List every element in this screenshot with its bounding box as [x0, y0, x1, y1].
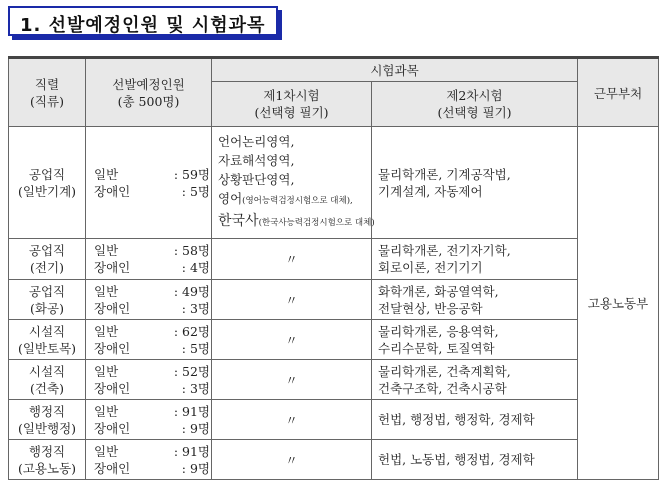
- job-sub: (건축): [30, 380, 64, 396]
- second-exam-line: 물리학개론, 기계공작법,: [378, 166, 511, 182]
- section-title-box: [8, 6, 278, 36]
- disabled-label: 장애인: [94, 380, 131, 396]
- disabled-count: : 5명: [181, 340, 210, 356]
- first-exam-history: 한국사: [218, 213, 259, 229]
- section-title: 1. 선발예정인원 및 시험과목: [20, 15, 266, 36]
- job-cell: [9, 127, 86, 239]
- disabled-count: : 4명: [181, 260, 210, 275]
- header-recruit-label: 선발예정인원: [112, 76, 185, 92]
- table-row: [9, 320, 659, 360]
- first-exam-line: 언어논리영역,: [218, 134, 295, 149]
- second-exam-cell: [372, 440, 578, 480]
- header-first-exam-sub: (선택형 필기): [254, 105, 329, 120]
- job-cell: [9, 320, 86, 360]
- second-exam-line: 건축구조학, 건축시공학: [378, 380, 507, 396]
- department-cell: 고용노동부: [578, 127, 659, 480]
- disabled-count: : 5명: [181, 183, 210, 199]
- second-exam-line: 헌법, 행정법, 행정학, 경제학: [378, 412, 535, 427]
- job-name: 행정직: [28, 443, 66, 459]
- table-row: [9, 360, 659, 400]
- general-count: : 58명: [173, 243, 210, 258]
- disabled-label: 장애인: [94, 183, 131, 199]
- job-cell: [9, 440, 86, 480]
- disabled-label: 장애인: [94, 260, 131, 275]
- general-label: 일반: [94, 363, 119, 379]
- general-label: 일반: [94, 403, 119, 419]
- job-cell: [9, 239, 86, 280]
- second-exam-line: 헌법, 노동법, 행정법, 경제학: [378, 452, 535, 467]
- job-cell: [9, 400, 86, 440]
- recruitment-table: [8, 56, 659, 480]
- second-exam-line: 물리학개론, 건축계획학,: [378, 363, 511, 379]
- disabled-count: : 9명: [181, 420, 210, 436]
- job-name: 시설직: [28, 363, 66, 379]
- header-second-exam-label: 제2차시험: [446, 88, 503, 103]
- same-mark: 〃: [212, 400, 372, 440]
- header-job-class: [9, 58, 86, 127]
- second-exam-cell: [372, 400, 578, 440]
- job-sub: (일반기계): [17, 183, 77, 199]
- header-job-class-sub: (직류): [30, 93, 64, 109]
- general-count: : 91명: [173, 403, 210, 419]
- first-exam-line: 자료해석영역,: [218, 153, 295, 168]
- header-first-exam: [212, 82, 372, 127]
- general-count: : 59명: [173, 166, 210, 182]
- disabled-count: : 3명: [181, 300, 210, 316]
- second-exam-cell: [372, 280, 578, 320]
- disabled-label: 장애인: [94, 420, 131, 436]
- first-exam-english: 영어: [218, 191, 243, 206]
- first-exam-line: 상황판단영역,: [218, 172, 295, 187]
- header-exam-subjects: 시험과목: [212, 58, 578, 82]
- disabled-label: 장애인: [94, 460, 131, 476]
- recruit-cell: [86, 360, 212, 400]
- table-row: [9, 127, 659, 239]
- disabled-count: : 3명: [181, 380, 210, 396]
- job-sub: (화공): [30, 300, 64, 316]
- job-sub: (일반행정): [17, 420, 77, 436]
- table-row: [9, 239, 659, 280]
- second-exam-cell: [372, 127, 578, 239]
- second-exam-line: 물리학개론, 전기자기학,: [378, 243, 511, 258]
- same-mark: 〃: [212, 360, 372, 400]
- disabled-label: 장애인: [94, 300, 131, 316]
- same-mark: 〃: [212, 239, 372, 280]
- job-cell: [9, 280, 86, 320]
- general-count: : 91명: [173, 443, 210, 459]
- job-cell: [9, 360, 86, 400]
- recruit-cell: [86, 400, 212, 440]
- header-recruit-sub: (총 500명): [117, 93, 180, 109]
- header-job-class-label: 직렬: [34, 76, 60, 92]
- recruit-cell: [86, 239, 212, 280]
- job-name: 공업직: [28, 283, 66, 299]
- job-name: 공업직: [28, 243, 66, 258]
- recruit-cell: [86, 440, 212, 480]
- first-exam-english-note: (영어능력검정시험으로 대체),: [242, 196, 353, 206]
- general-label: 일반: [94, 243, 119, 258]
- job-sub: (전기): [30, 260, 64, 275]
- second-exam-line: 화학개론, 화공열역학,: [378, 283, 499, 299]
- table-row: [9, 440, 659, 480]
- disabled-label: 장애인: [94, 340, 131, 356]
- second-exam-line: 전달현상, 반응공학: [378, 300, 483, 316]
- table-row: [9, 400, 659, 440]
- job-sub: (일반토목): [17, 340, 77, 356]
- header-second-exam: [372, 82, 578, 127]
- same-mark: 〃: [212, 280, 372, 320]
- header-department: 근무부처: [578, 58, 659, 127]
- header-recruit: [86, 58, 212, 127]
- job-name: 공업직: [28, 166, 66, 182]
- recruit-cell: [86, 127, 212, 239]
- second-exam-line: 회로이론, 전기기기: [378, 260, 483, 275]
- general-label: 일반: [94, 323, 119, 339]
- header-second-exam-sub: (선택형 필기): [437, 105, 512, 120]
- general-label: 일반: [94, 283, 119, 299]
- table-row: [9, 280, 659, 320]
- general-count: : 62명: [173, 323, 210, 339]
- same-mark: 〃: [212, 320, 372, 360]
- header-first-exam-label: 제1차시험: [263, 88, 320, 103]
- general-label: 일반: [94, 166, 119, 182]
- second-exam-line: 수리수문학, 토질역학: [378, 340, 495, 356]
- second-exam-line: 물리학개론, 응용역학,: [378, 323, 499, 339]
- disabled-count: : 9명: [181, 460, 210, 476]
- general-label: 일반: [94, 443, 119, 459]
- recruit-cell: [86, 320, 212, 360]
- second-exam-cell: [372, 320, 578, 360]
- second-exam-line: 기계설계, 자동제어: [378, 183, 483, 199]
- general-count: : 49명: [173, 283, 210, 299]
- general-count: : 52명: [173, 363, 210, 379]
- second-exam-cell: [372, 360, 578, 400]
- job-name: 시설직: [28, 323, 66, 339]
- recruit-cell: [86, 280, 212, 320]
- job-sub: (고용노동): [17, 460, 77, 476]
- job-name: 행정직: [28, 403, 66, 419]
- first-exam-history-note: (한국사능력검정시험으로 대체): [258, 218, 375, 228]
- second-exam-cell: [372, 239, 578, 280]
- same-mark: 〃: [212, 440, 372, 480]
- first-exam-cell: [212, 127, 375, 239]
